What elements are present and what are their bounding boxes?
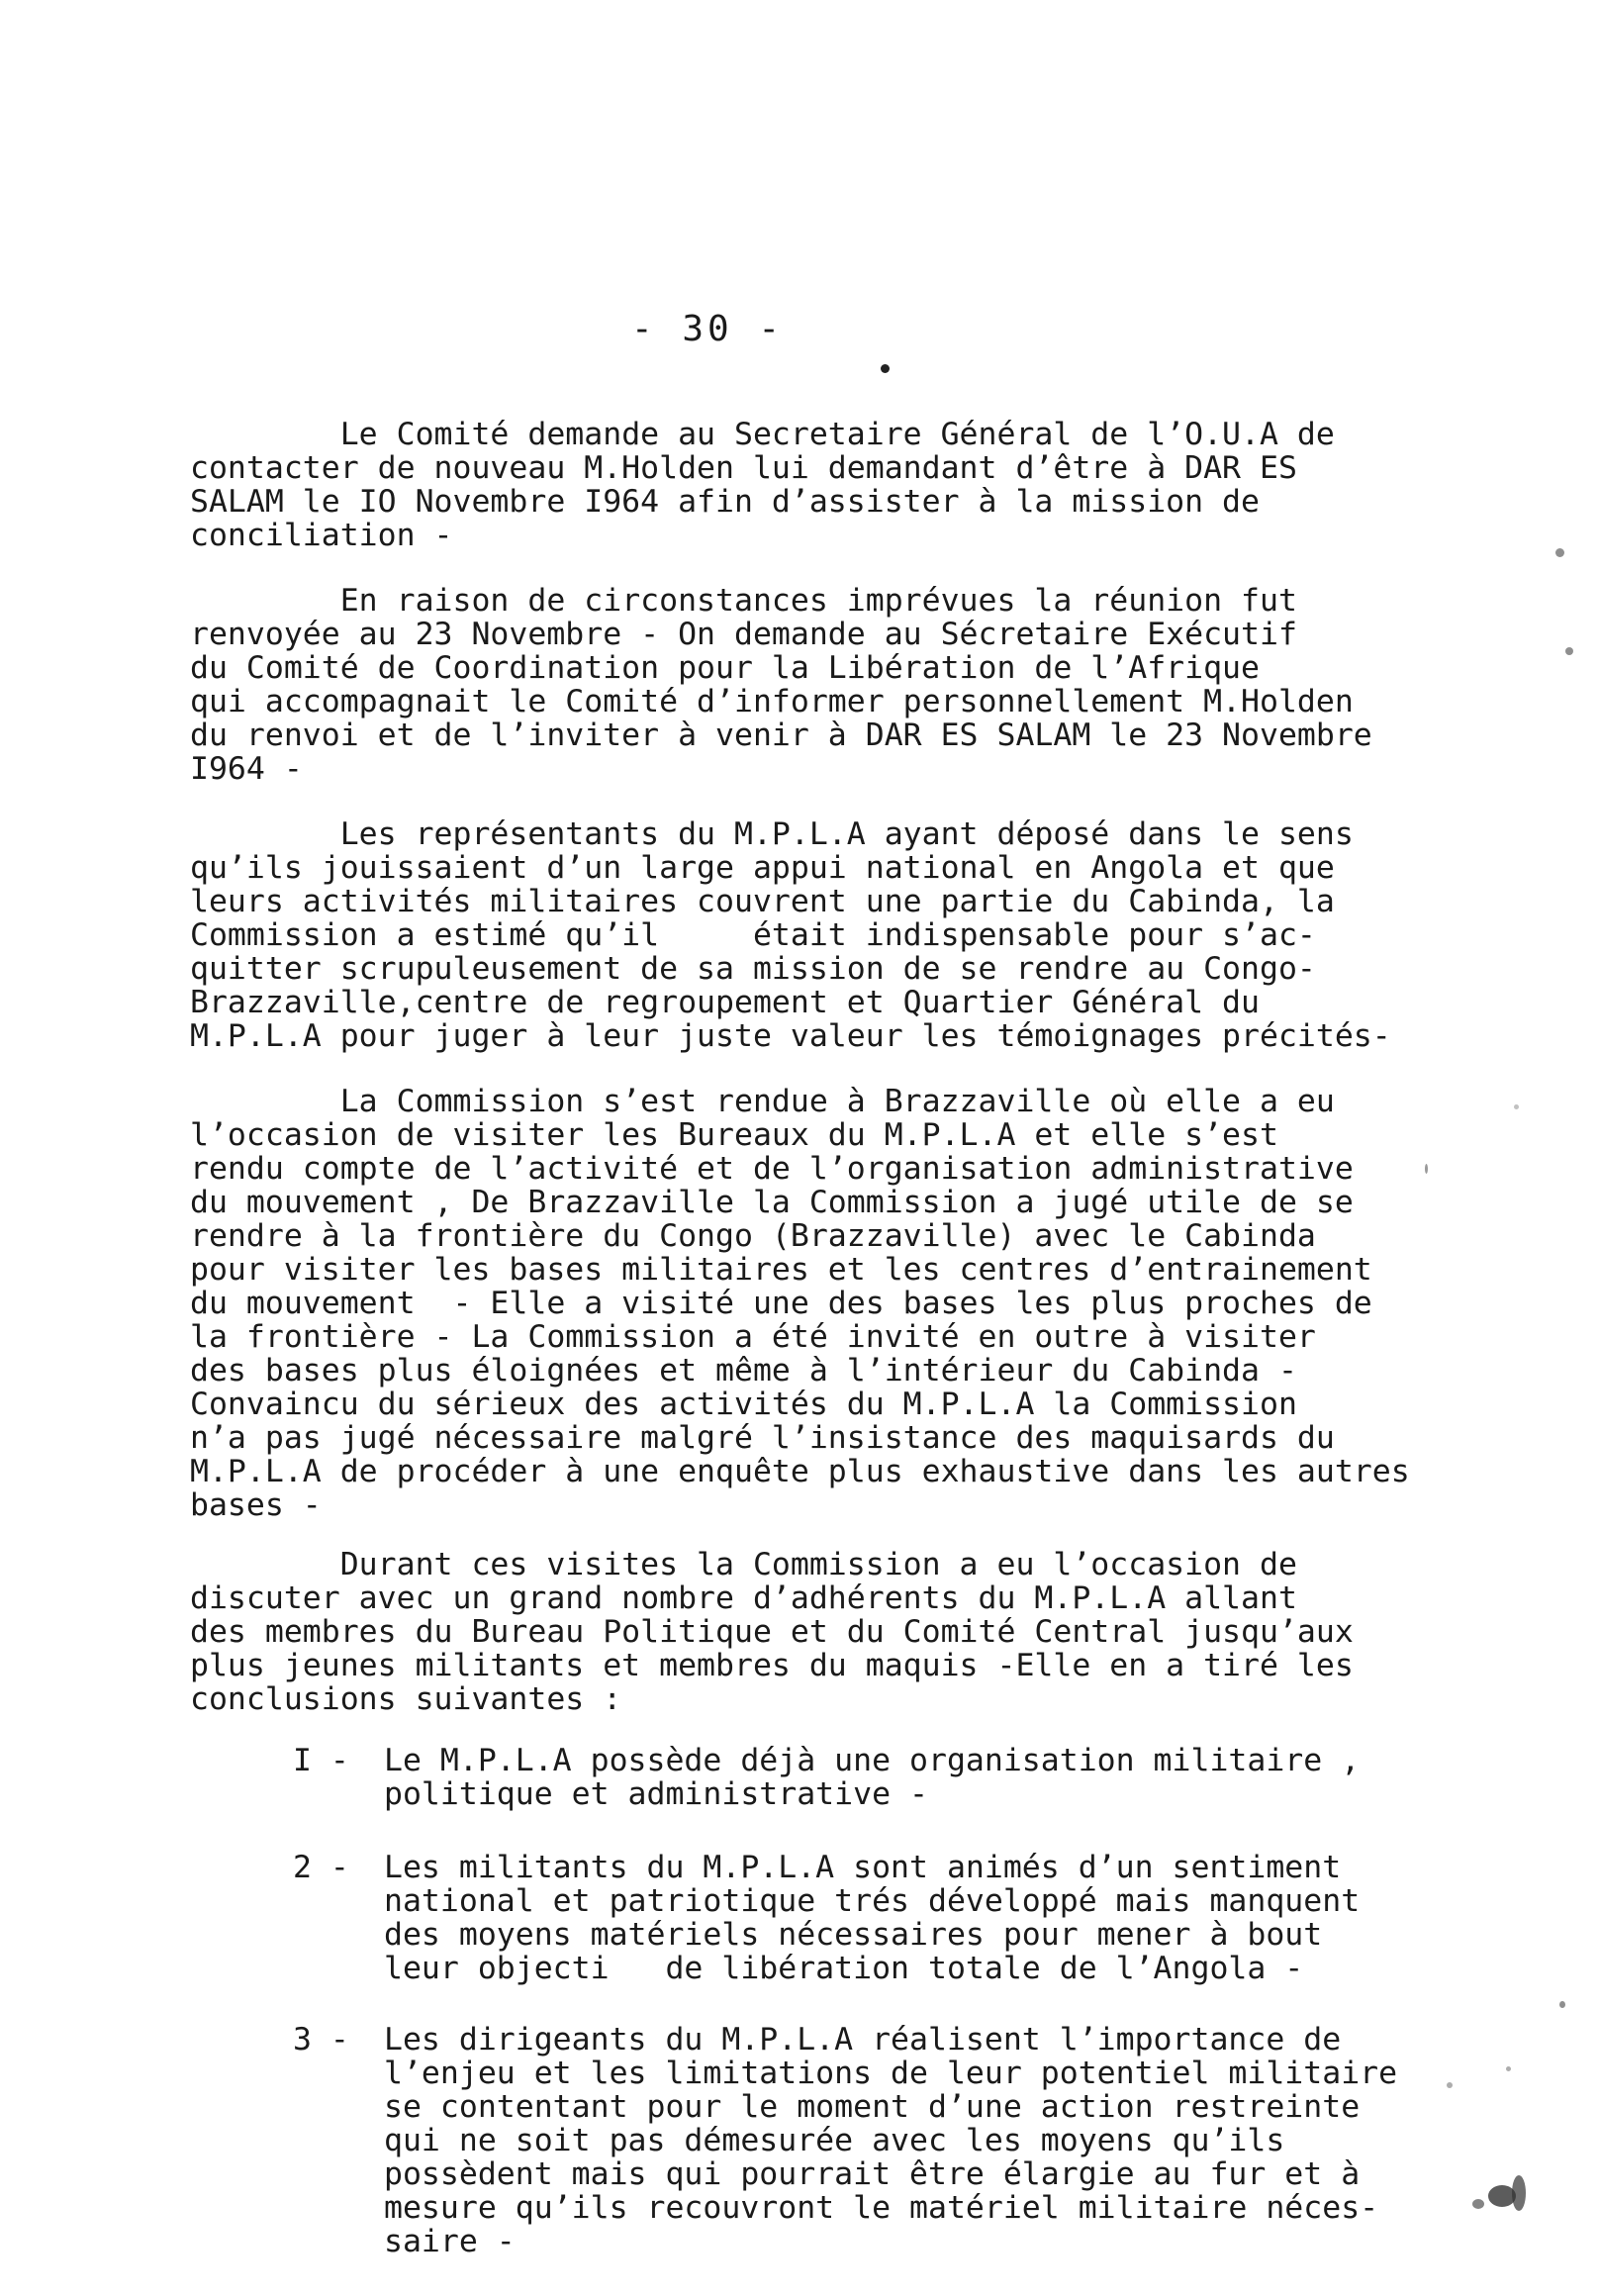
scan-dot [881, 364, 890, 373]
scan-speck [1565, 647, 1573, 655]
conclusion-number: 2 - [293, 1850, 349, 1885]
scan-speck [1506, 2066, 1511, 2071]
scan-speck [1472, 2199, 1484, 2209]
paragraph-3: Les représentants du M.P.L.A ayant déposé dans le sens qu’ils jouissaient d’un large appui national en Angola et que leurs activités militaires couvrent une partie du Cabinda, la Commission a estimé qu’il était indispensable pour s’ac- quitter scrupuleusement de sa mission de se rendre au Congo- Brazzaville,centre de regroupement et Quartier Général du M.P.L.A pour juger à leur juste valeur les témoignages précités- [190, 816, 1391, 1054]
paragraph-5: Durant ces visites la Commission a eu l’occasion de discuter avec un grand nombre d’adhérents du M.P.L.A allant des membres du Bureau Politique et du Comité Central jusqu’aux plus jeunes militants et membres du maquis -Elle en a tiré les conclusions suivantes : [190, 1547, 1354, 1717]
paragraph-1: Le Comité demande au Secretaire Général de l’O.U.A de contacter de nouveau M.Holden lui demandant d’être à DAR ES SALAM le IO Novembre I964 afin d’assister à la mission de conciliation - [190, 417, 1335, 553]
page-number: - 30 - [631, 309, 785, 349]
paragraph-4: La Commission s’est rendue à Brazzaville où elle a eu l’occasion de visiter les Bureaux du M.P.L.A et elle s’est rendu compte de l’activité et de l’organisation administrative du mouvement , De Brazzaville la Commission a jugé utile de se rendre à la frontière du Congo (Brazzaville) avec le Cabinda pour visiter les bases militaires et les centres d’entrainement du mouvement - Elle a visité une des bases les plus proches de la frontière - La Commission a été invité en outre à visiter des bases plus éloignées et même à l’intérieur du Cabinda - Convaincu du sérieux des activités du M.P.L.A la Commission n’a pas jugé nécessaire malgré l’insistance des maquisards du M.P.L.A de procéder à une enquête plus exhaustive dans les autres bases - [190, 1084, 1410, 1523]
conclusion-item-3 [293, 2022, 1504, 2259]
conclusion-item-2 [293, 1850, 1504, 1986]
paragraph-2: En raison de circonstances imprévues la réunion fut renvoyée au 23 Novembre - On demande au Sécretaire Exécutif du Comité de Coordination pour la Libération de l’Afrique qui accompagnait le Comité d’informer personnellement M.Holden du renvoi et de l’inviter à venir à DAR ES SALAM le 23 Novembre I964 - [190, 583, 1372, 787]
conclusion-item-1 [293, 1743, 1504, 1812]
scan-speck [1425, 1164, 1428, 1174]
scan-speck [1447, 2082, 1453, 2088]
conclusion-text: Les dirigeants du M.P.L.A réalisent l’importance de l’enjeu et les limitations de leur potentiel militaire se contentant pour le moment d’une action restreinte qui ne soit pas démesurée avec les moyens qu’ils possèdent mais qui pourrait être élargie au fur et à mesure qu’ils recouvront le matériel militaire néces- saire - [384, 2022, 1398, 2259]
scan-speck [1512, 2175, 1526, 2211]
conclusion-number: 3 - [293, 2022, 349, 2057]
scan-speck [1555, 548, 1564, 557]
conclusion-text: Le M.P.L.A possède déjà une organisation militaire , politique et administrative - [384, 1743, 1361, 1812]
conclusion-number: I - [293, 1743, 349, 1778]
scan-speck [1559, 2001, 1565, 2008]
scan-speck [1514, 1104, 1519, 1109]
conclusion-text: Les militants du M.P.L.A sont animés d’un sentiment national et patriotique trés développé mais manquent des moyens matériels nécessaires pour mener à bout leur objecti de libération totale de l’Angola - [384, 1850, 1361, 1986]
